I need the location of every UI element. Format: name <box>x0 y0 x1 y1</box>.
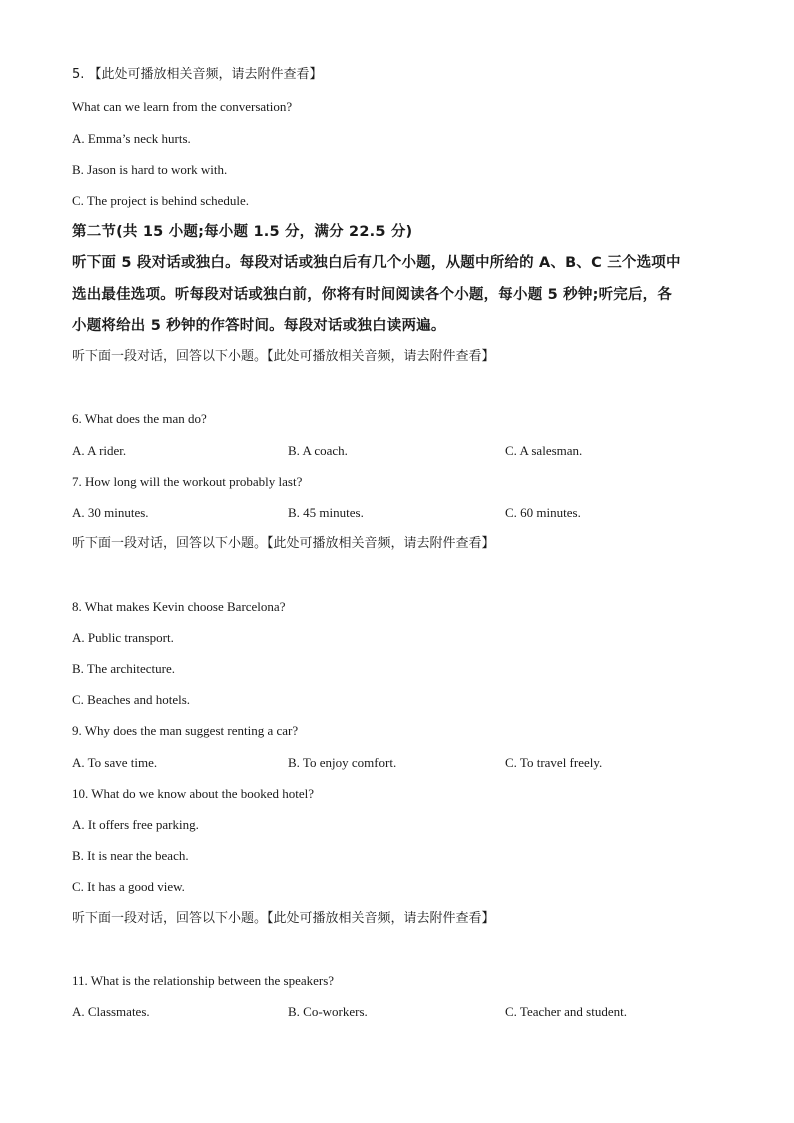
q6-option-c: C. A salesman. <box>505 443 583 458</box>
q5-header: 5. 【此处可播放相关音频，请去附件查看】 <box>72 67 323 82</box>
q9-option-a: A. To save time. <box>72 755 158 770</box>
q9-question: 9. Why does the man suggest renting a car? <box>72 723 299 738</box>
q7-option-c: C. 60 minutes. <box>505 505 581 520</box>
q6-options <box>72 443 752 459</box>
q5-option-a: A. Emma’s neck hurts. <box>72 131 191 146</box>
q10-option-a: A. It offers free parking. <box>72 817 199 832</box>
q7-option-b: B. 45 minutes. <box>288 505 364 520</box>
group1-prompt: 听下面一段对话，回答以下小题。【此处可播放相关音频，请去附件查看】 <box>72 349 495 364</box>
q7-question: 7. How long will the workout probably last? <box>72 474 303 489</box>
q10-option-b: B. It is near the beach. <box>72 848 189 863</box>
q8-question: 8. What makes Kevin choose Barcelona? <box>72 599 286 614</box>
q7-options <box>72 505 752 521</box>
section2-instruction-line-2: 选出最佳选项。听每段对话或独白前，你将有时间阅读各个小题，每小题 5 秒钟;听完后，各 <box>72 287 673 303</box>
q11-option-b: B. Co-workers. <box>288 1004 368 1019</box>
group2-prompt: 听下面一段对话，回答以下小题。【此处可播放相关音频，请去附件查看】 <box>72 536 495 551</box>
q11-option-c: C. Teacher and student. <box>505 1004 627 1019</box>
q8-option-a: A. Public transport. <box>72 630 174 645</box>
q5-option-c: C. The project is behind schedule. <box>72 193 250 208</box>
q5-option-b: B. Jason is hard to work with. <box>72 162 228 177</box>
q11-question: 11. What is the relationship between the speakers? <box>72 973 335 988</box>
group3-prompt: 听下面一段对话，回答以下小题。【此处可播放相关音频，请去附件查看】 <box>72 911 495 926</box>
q9-options <box>72 755 752 771</box>
q8-option-c: C. Beaches and hotels. <box>72 692 191 707</box>
q9-option-b: B. To enjoy comfort. <box>288 755 397 770</box>
q6-option-b: B. A coach. <box>288 443 348 458</box>
q7-option-a: A. 30 minutes. <box>72 505 149 520</box>
q6-question: 6. What does the man do? <box>72 411 207 426</box>
q11-options <box>72 1004 752 1020</box>
section2-instruction-line-1: 听下面 5 段对话或独白。每段对话或独白后有几个小题，从题中所给的 A、B、C 三个选项中 <box>72 255 681 271</box>
q5-question: What can we learn from the conversation? <box>72 99 293 114</box>
q9-option-c: C. To travel freely. <box>505 755 603 770</box>
q11-option-a: A. Classmates. <box>72 1004 150 1019</box>
q10-option-c: C. It has a good view. <box>72 879 185 894</box>
section2-title: 第二节(共 15 小题;每小题 1.5 分，满分 22.5 分) <box>72 224 413 240</box>
section2-instruction-line-3: 小题将给出 5 秒钟的作答时间。每段对话或独白读两遍。 <box>72 318 446 334</box>
q6-option-a: A. A rider. <box>72 443 127 458</box>
q8-option-b: B. The architecture. <box>72 661 175 676</box>
q10-question: 10. What do we know about the booked hotel? <box>72 786 315 801</box>
